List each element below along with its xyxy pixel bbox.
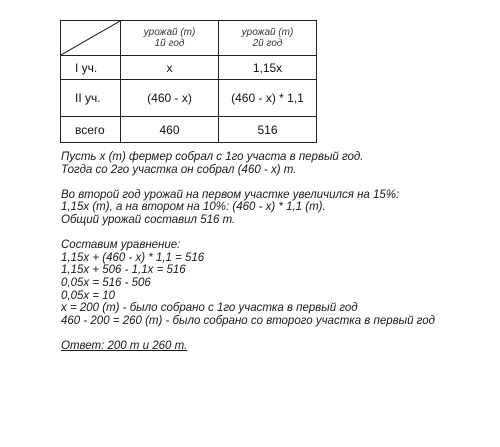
diagonal-line [61,21,120,55]
row-label-total: всего [61,117,121,143]
solution-line: Пусть x (т) фермер собрал с 1го участа в первый год. [61,151,364,163]
table-row [61,56,317,80]
cell-plot1-year2: 1,15x [219,56,317,80]
equation-line: 0,05x = 516 - 506 [61,277,151,290]
cell-plot2-year1: (460 - x) [121,80,219,117]
header-year1 [121,21,219,56]
solution-text [61,151,491,353]
equation-line: 1,15x + (460 - x) * 1,1 = 516 [61,251,205,264]
equation-line: 460 - 200 = 260 (т) - было собрано со второго участка в первый год [61,315,435,328]
solution-line: Во второй год урожай на первом участке увеличился на 15%: [61,188,400,201]
paragraph-gap [61,176,491,188]
paragraph-gap [61,328,491,340]
solution-line: Тогда со 2го участка он собрал (460 - x) т. [61,163,297,176]
header-year1-line2: 1й год [154,38,185,49]
cell-total-year2: 516 [219,117,317,143]
header-year2 [219,21,317,56]
header-year2-line1: урожай (т) [241,27,294,38]
equation-heading: Составим уравнение: [61,239,181,252]
equation-line: 1,15x + 506 - 1,1x = 516 [61,264,186,277]
equation-line: 0,05x = 10 [61,289,116,302]
table-row [61,80,317,117]
solution-line: 1,15x (т), а на втором на 10%: (460 - x) * 1,1 (т). [61,201,326,214]
cell-plot2-year2: (460 - x) * 1,1 [219,80,317,117]
diagonal-corner-cell [61,21,121,56]
harvest-table [60,20,317,143]
table-header-row [61,21,317,56]
equation-line: x = 200 (т) - было собрано с 1го участка в первый год [61,302,358,315]
table-row [61,117,317,143]
cell-plot1-year1: x [121,56,219,80]
row-label-plot2: II уч. [61,80,121,117]
header-year1-line1: урожай (т) [143,27,196,38]
cell-total-year1: 460 [121,117,219,143]
row-label-plot1: I уч. [61,56,121,80]
answer-line: Ответ: 200 т и 260 т. [61,340,188,353]
solution-line: Общий урожай составил 516 т. [61,214,236,227]
paragraph-gap [61,227,491,239]
header-year2-line2: 2й год [252,38,283,49]
